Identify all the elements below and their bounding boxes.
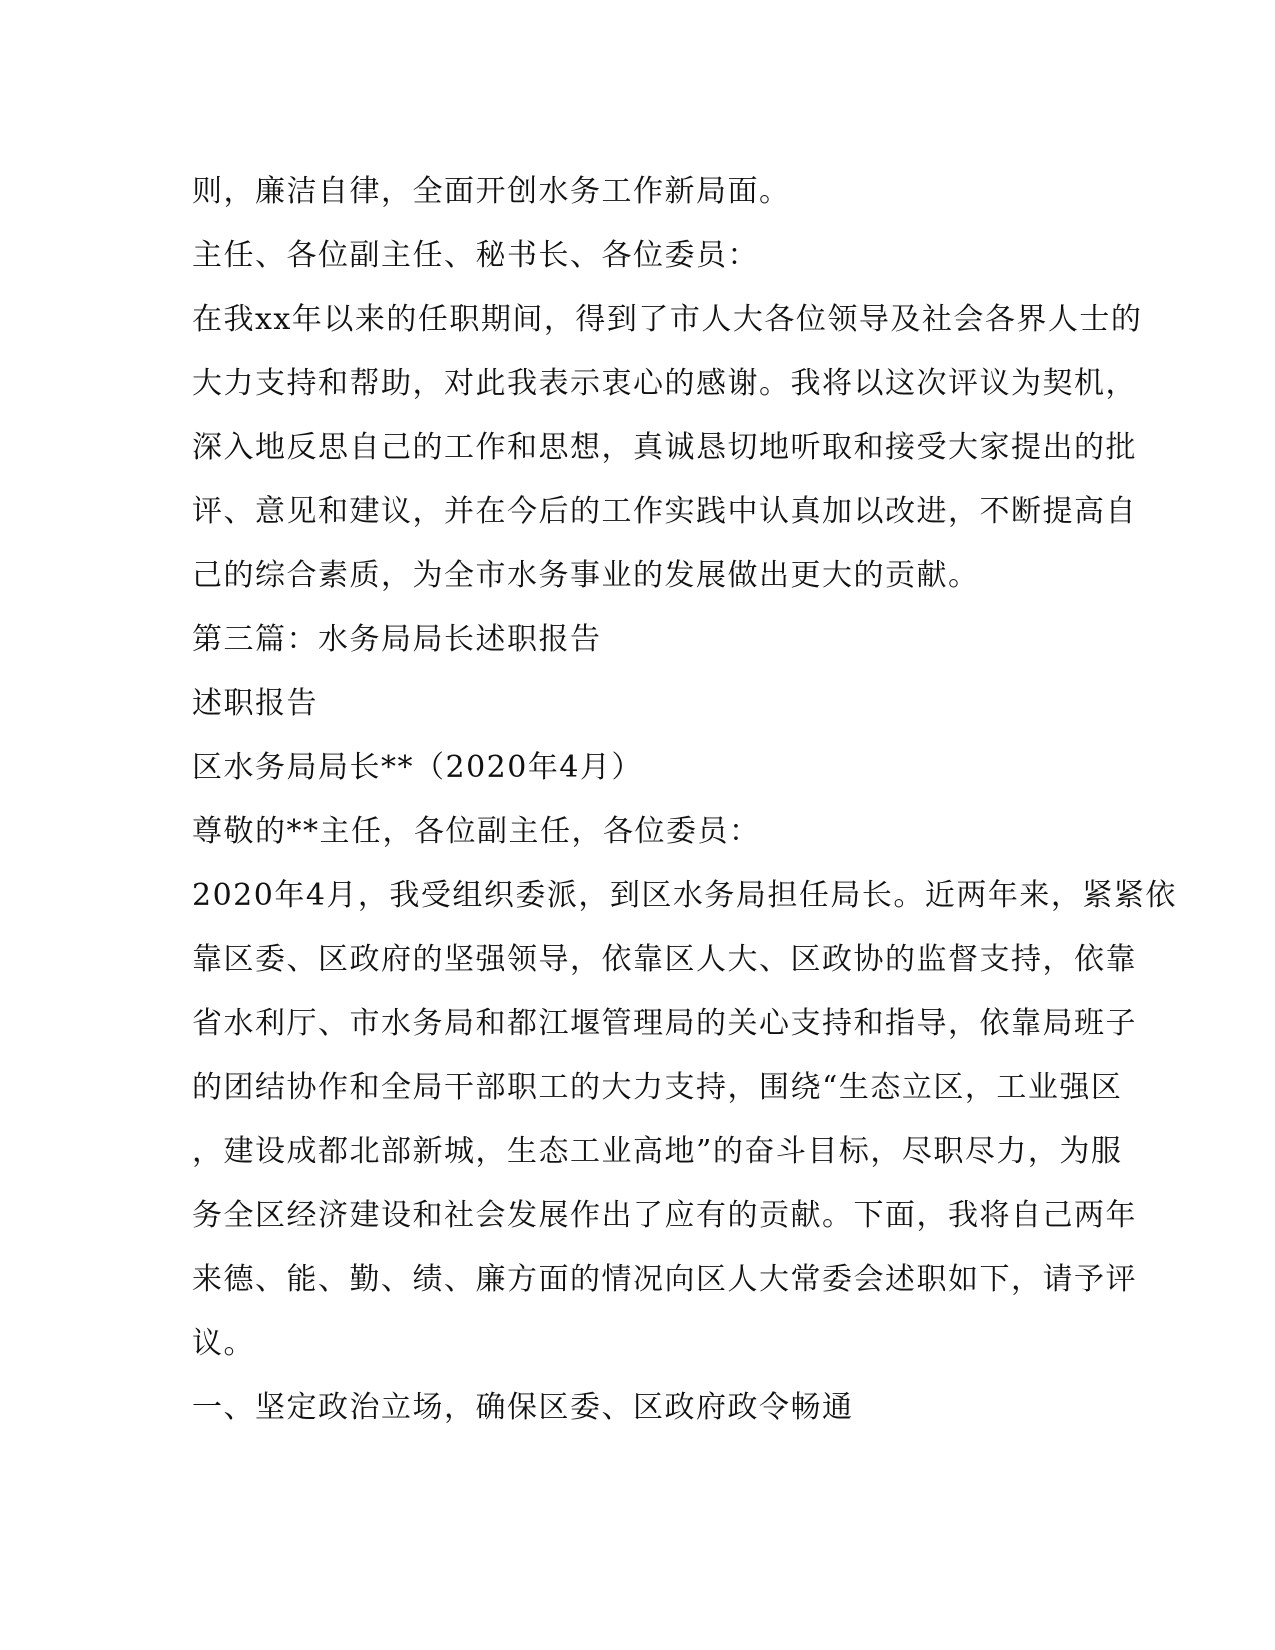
text-line-4: 大力支持和帮助，对此我表示衷心的感谢。我将以这次评议为契机， (192, 366, 1137, 401)
text-line-13: 靠区委、区政府的坚强领导，依靠区人大、区政协的监督支持，依靠 (192, 942, 1137, 977)
document-body (192, 160, 1177, 1440)
text-line-12: 2020年4月，我受组织委派，到区水务局担任局长。近两年来，紧紧依 (192, 878, 1177, 913)
text-line-15: 的团结协作和全局干部职工的大力支持，围绕“生态立区，工业强区 (192, 1070, 1123, 1105)
section-heading-1: 一、坚定政治立场，确保区委、区政府政令畅通 (192, 1390, 854, 1425)
report-title: 述职报告 (192, 686, 318, 721)
section-title: 第三篇：水务局局长述职报告 (192, 622, 602, 657)
greeting-line: 尊敬的**主任，各位副主任，各位委员： (192, 814, 761, 849)
text-line-7: 己的综合素质，为全市水务事业的发展做出更大的贡献。 (192, 558, 980, 593)
text-line-1: 则，廉洁自律，全面开创水务工作新局面。 (192, 174, 791, 209)
text-line-19: 议。 (192, 1326, 255, 1361)
author-line: 区水务局局长**（2020年4月） (192, 750, 643, 785)
text-line-5: 深入地反思自己的工作和思想，真诚恳切地听取和接受大家提出的批 (192, 430, 1137, 465)
text-line-17: 务全区经济建设和社会发展作出了应有的贡献。下面，我将自己两年 (192, 1198, 1137, 1233)
text-line-16: ，建设成都北部新城，生态工业高地”的奋斗目标，尽职尽力，为服 (192, 1134, 1123, 1169)
text-line-14: 省水利厅、市水务局和都江堰管理局的关心支持和指导，依靠局班子 (192, 1006, 1137, 1041)
text-line-18: 来德、能、勤、绩、廉方面的情况向区人大常委会述职如下，请予评 (192, 1262, 1137, 1297)
salutation-line: 主任、各位副主任、秘书长、各位委员： (192, 238, 759, 273)
text-line-3: 在我xx年以来的任职期间，得到了市人大各位领导及社会各界人士的 (192, 302, 1143, 337)
text-line-6: 评、意见和建议，并在今后的工作实践中认真加以改进，不断提高自 (192, 494, 1137, 529)
